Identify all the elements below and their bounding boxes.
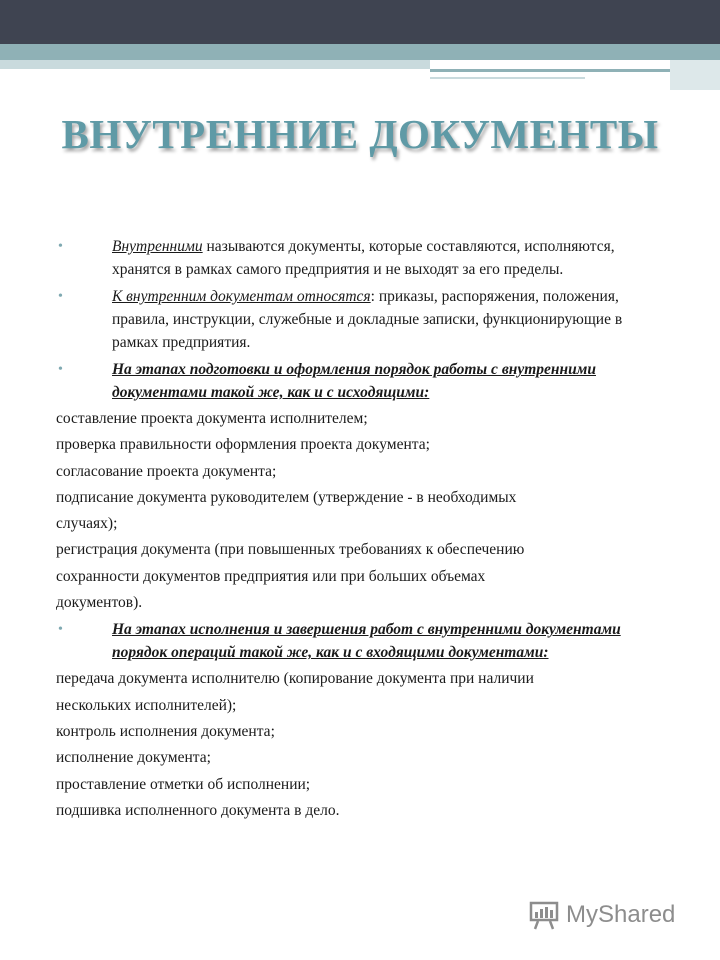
header-accent-line: [430, 69, 670, 72]
bullet-item: [56, 235, 656, 281]
list-item: подписание документа руководителем (утверждение - в необходимых: [56, 488, 517, 506]
bullet-text: называются документы, которые составляются, исполняются, хранятся в рамках самого предприятия и не выходят за его пределы.: [112, 238, 615, 278]
header-light-band: [0, 60, 430, 69]
list-item: регистрация документа (при повышенных требованиях к обеспечению: [56, 541, 525, 559]
slide-body: [56, 235, 656, 824]
list-item: нескольких исполнителей);: [56, 696, 237, 714]
page-title: ВНУТРЕННИЕ ДОКУМЕНТЫ: [61, 111, 659, 157]
list-a: [56, 406, 656, 616]
bullet-item: [56, 618, 656, 664]
bullet-lead: На этапах исполнения и завершения работ с внутренними документами порядок операций такой же, как и с входящими документами:: [112, 621, 621, 662]
list-item: передача документа исполнителю (копирование документа при наличии: [56, 670, 534, 688]
bullet-icon: •: [58, 622, 63, 638]
bullet-lead: На этапах подготовки и оформления порядок работы с внутренними документами такой же, как и с исходящими:: [112, 361, 596, 401]
list-item: исполнение документа;: [56, 749, 211, 767]
bullet-icon: •: [58, 289, 63, 304]
header-accent-line-2: [430, 77, 585, 79]
bullet-icon: •: [58, 239, 63, 254]
bullet-item: [56, 358, 656, 404]
watermark: [528, 898, 675, 932]
bullet-lead: Внутренними: [112, 238, 203, 255]
list-item: составление проекта документа исполнителем;: [56, 410, 368, 427]
header-edge-block: [670, 60, 720, 90]
list-item: документов).: [56, 594, 143, 612]
list-item: согласование проекта документа;: [56, 462, 277, 480]
header-dark-bar: [0, 0, 720, 44]
list-item: контроль исполнения документа;: [56, 722, 275, 740]
bullet-icon: •: [58, 362, 63, 377]
list-item: проставление отметки об исполнении;: [56, 775, 311, 793]
bullet-lead: К внутренним документам относятся: [112, 288, 371, 305]
list-item: проверка правильности оформления проекта документа;: [56, 436, 430, 454]
list-item: случаях);: [56, 515, 118, 533]
list-b: [56, 666, 656, 824]
list-item: подшивка исполненного документа в дело.: [56, 801, 340, 819]
header-accent-band: [0, 44, 720, 60]
list-item: сохранности документов предприятия или при больших объемах: [56, 567, 486, 585]
presentation-board-icon: [528, 900, 560, 930]
watermark-text: MyShared: [566, 901, 676, 928]
bullet-text: : приказы, распоряжения, положения, правила, инструкции, служебные и докладные записки, функционирующие в рамках предприятия.: [112, 288, 623, 351]
bullet-item: [56, 285, 656, 354]
